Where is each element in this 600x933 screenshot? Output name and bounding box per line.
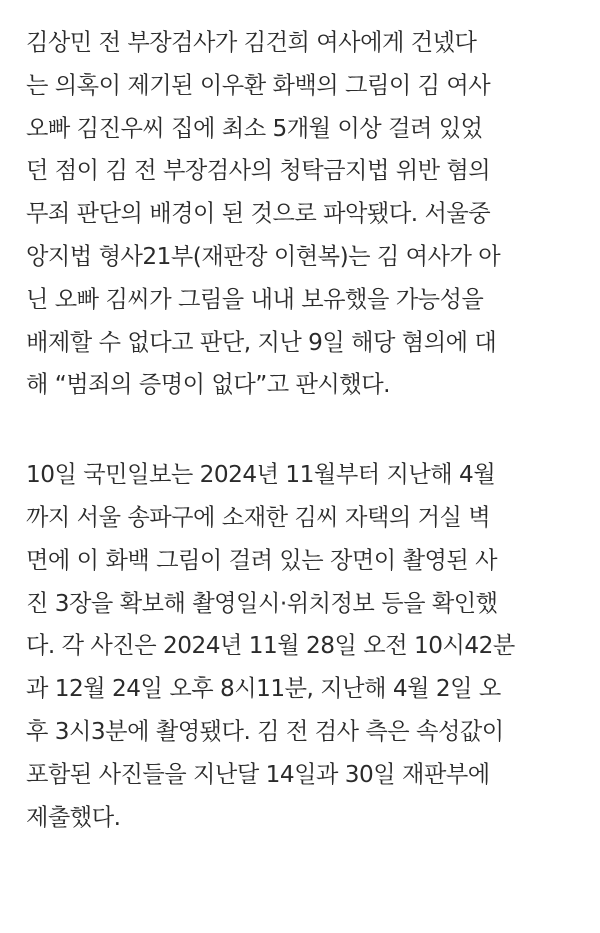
text-line: 앙지법 형사21부(재판장 이현복)는 김 여사가 아 <box>26 242 501 270</box>
text-line: 김상민 전 부장검사가 김건희 여사에게 건넸다 <box>26 29 477 56</box>
paragraph-1 <box>26 22 578 407</box>
text-line: 배제할 수 없다고 판단, 지난 9일 해당 혐의에 대 <box>26 328 497 356</box>
text-line: 제출했다. <box>26 803 121 831</box>
text-line: 무죄 판단의 배경이 된 것으로 파악됐다. 서울중 <box>26 200 491 228</box>
text-line: 해 “범죄의 증명이 없다”고 판시했다. <box>26 371 390 399</box>
text-line: 포함된 사진들을 지난달 14일과 30일 재판부에 <box>26 760 490 788</box>
text-line: 다. 각 사진은 2024년 11월 28일 오전 10시42분 <box>26 632 515 660</box>
paragraph-2 <box>26 454 578 839</box>
text-line: 닌 오빠 김씨가 그림을 내내 보유했을 가능성을 <box>26 285 484 313</box>
text-line: 까지 서울 송파구에 소재한 김씨 자택의 거실 벽 <box>26 503 491 531</box>
text-line: 과 12월 24일 오후 8시11분, 지난해 4월 2일 오 <box>26 675 501 703</box>
text-line: 오빠 김진우씨 집에 최소 5개월 이상 걸려 있었 <box>26 114 483 142</box>
text-line: 후 3시3분에 촬영됐다. 김 전 검사 측은 속성값이 <box>26 717 504 745</box>
text-line: 진 3장을 확보해 촬영일시·위치정보 등을 확인했 <box>26 589 498 617</box>
text-line: 면에 이 화백 그림이 걸려 있는 장면이 촬영된 사 <box>26 546 498 574</box>
text-line: 10일 국민일보는 2024년 11월부터 지난해 4월 <box>26 461 496 489</box>
text-line: 는 의혹이 제기된 이우환 화백의 그림이 김 여사 <box>26 71 491 99</box>
text-line: 던 점이 김 전 부장검사의 청탁금지법 위반 혐의 <box>26 157 491 185</box>
article-body <box>26 22 578 839</box>
